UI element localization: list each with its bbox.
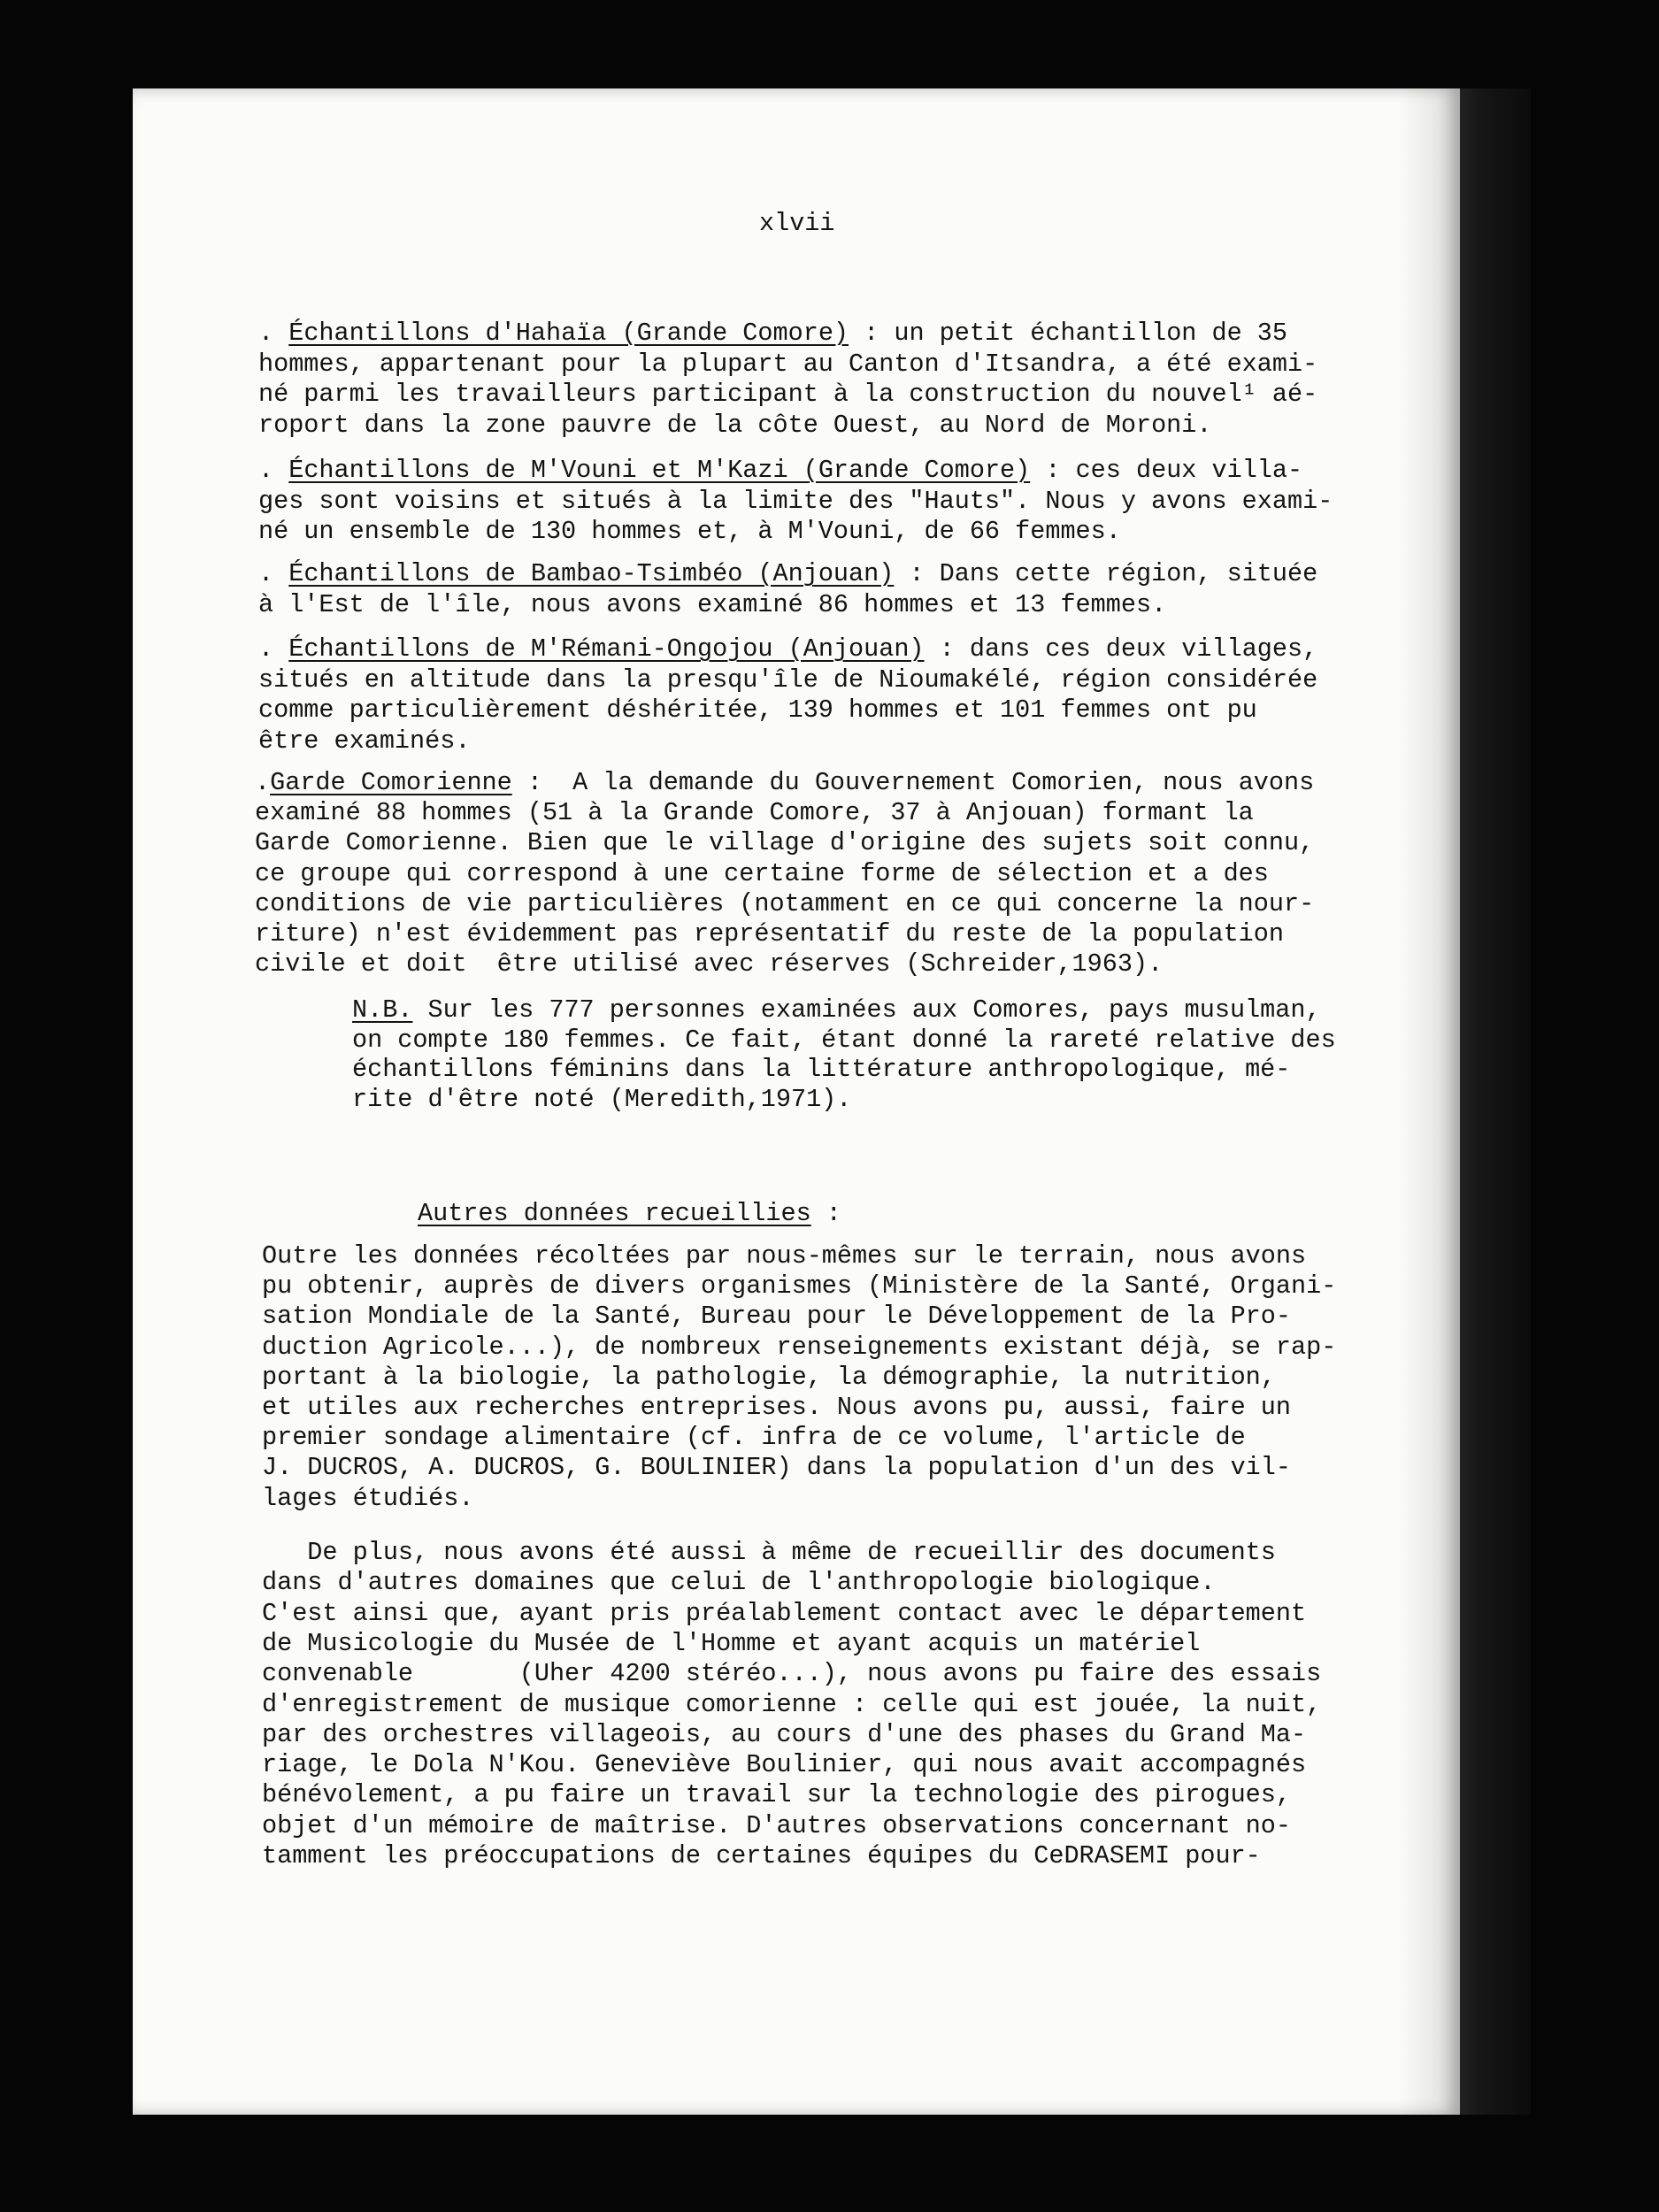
page-number: xlvii (759, 209, 835, 238)
text-line: . Échantillons de M'Vouni et M'Kazi (Grande Comore) : ces deux villa- (258, 456, 1303, 485)
text-line: premier sondage alimentaire (cf. infra de ce volume, l'article de (262, 1423, 1246, 1453)
text-line: ges sont voisins et situés à la limite des "Hauts". Nous y avons exami- (258, 486, 1333, 516)
text-line: roport dans la zone pauvre de la côte Ouest, au Nord de Moroni. (258, 410, 1212, 440)
text-line: Garde Comorienne. Bien que le village d'origine des sujets soit connu, (255, 828, 1315, 858)
text-line: par des orchestres villageois, au cours d'une des phases du Grand Ma- (262, 1719, 1307, 1749)
text-line: tamment les préoccupations de certaines équipes du CeDRASEMI pour- (262, 1841, 1261, 1870)
text-line: conditions de vie particulières (notamment en ce qui concerne la nour- (255, 888, 1315, 918)
text-line: C'est ainsi que, ayant pris préalablement contact avec le département (262, 1598, 1307, 1628)
text-line: sation Mondiale de la Santé, Bureau pour le Développement de la Pro- (262, 1302, 1291, 1332)
section-heading: Garde Comorienne (270, 768, 512, 797)
text-line: . Échantillons de M'Rémani-Ongojou (Anjouan) : dans ces deux villages, (258, 634, 1318, 664)
text-line: . Échantillons de Bambao-Tsimbéo (Anjouan) : Dans cette région, située (258, 559, 1318, 588)
section-heading: Échantillons de M'Vouni et M'Kazi (Grande Comore) (288, 456, 1031, 485)
text-line: bénévolement, a pu faire un travail sur la technologie des pirogues, (262, 1780, 1291, 1810)
text-line: convenable (Uher 4200 stéréo...), nous avons pu faire des essais (262, 1659, 1322, 1689)
text-line: ce groupe qui correspond à une certaine forme de sélection et a des (255, 858, 1269, 888)
text-line: pu obtenir, auprès de divers organismes (Ministère de la Santé, Organi- (262, 1271, 1337, 1302)
section-heading: Échantillons d'Hahaïa (Grande Comore) (288, 319, 849, 348)
text-line: civile et doit être utilisé avec réserves (Schreider,1963). (255, 949, 1164, 979)
text-line: Autres données recueillies : (418, 1199, 841, 1228)
text-line: De plus, nous avons été aussi à même de recueillir des documents (262, 1538, 1276, 1567)
text-line: à l'Est de l'île, nous avons examiné 86 hommes et 13 femmes. (258, 589, 1167, 619)
text-line: N.B. Sur les 777 personnes examinées aux Comores, pays musulman, (352, 995, 1321, 1025)
text-line: né parmi les travailleurs participant à la construction du nouvel¹ aé- (258, 380, 1318, 409)
text-line: on compte 180 femmes. Ce fait, étant donné la rareté relative des (352, 1025, 1336, 1055)
text-line: rite d'être noté (Meredith,1971). (352, 1084, 852, 1114)
text-line: .Garde Comorienne : A la demande du Gouvernement Comorien, nous avons (255, 768, 1315, 797)
section-heading: Autres données recueillies (418, 1199, 811, 1228)
text-line: lages étudiés. (262, 1483, 474, 1513)
text-line: échantillons féminins dans la littérature anthropologique, mé- (352, 1055, 1291, 1084)
section-heading: Échantillons de M'Rémani-Ongojou (Anjouan) (288, 634, 925, 664)
text-line: né un ensemble de 130 hommes et, à M'Vouni, de 66 femmes. (258, 517, 1121, 546)
text-line: portant à la biologie, la pathologie, la démographie, la nutrition, (262, 1362, 1276, 1392)
text-line: hommes, appartenant pour la plupart au Canton d'Itsandra, a été exami- (258, 349, 1318, 379)
page-shadow (1398, 88, 1460, 2115)
text-line: . Échantillons d'Hahaïa (Grande Comore) : un petit échantillon de 35 (258, 319, 1288, 348)
text-line: comme particulièrement déshéritée, 139 hommes et 101 femmes ont pu (258, 695, 1257, 725)
text-line: J. DUCROS, A. DUCROS, G. BOULINIER) dans la population d'un des vil- (262, 1453, 1291, 1483)
text-line: riage, le Dola N'Kou. Geneviève Boulinier, qui nous avait accompagnés (262, 1750, 1307, 1780)
text-line: objet d'un mémoire de maîtrise. D'autres observations concernant no- (262, 1810, 1291, 1840)
text-line: situés en altitude dans la presqu'île de Nioumakélé, région considérée (258, 664, 1318, 695)
text-line: Outre les données récoltées par nous-mêmes sur le terrain, nous avons (262, 1241, 1307, 1271)
section-heading: N.B. (352, 995, 413, 1025)
text-line: dans d'autres domaines que celui de l'anthropologie biologique. (262, 1568, 1216, 1598)
section-heading: Échantillons de Bambao-Tsimbéo (Anjouan) (288, 559, 895, 588)
text-line: duction Agricole...), de nombreux renseignements existant déjà, se rap- (262, 1332, 1337, 1362)
text-line: examiné 88 hommes (51 à la Grande Comore, 37 à Anjouan) formant la (255, 798, 1254, 828)
text-line: d'enregistrement de musique comorienne : celle qui est jouée, la nuit, (262, 1689, 1322, 1719)
text-line: riture) n'est évidemment pas représentatif du reste de la population (255, 919, 1284, 949)
text-line: de Musicologie du Musée de l'Homme et ayant acquis un matériel (262, 1628, 1201, 1658)
text-line: être examinés. (258, 726, 471, 756)
text-line: et utiles aux recherches entreprises. Nous avons pu, aussi, faire un (262, 1393, 1291, 1422)
